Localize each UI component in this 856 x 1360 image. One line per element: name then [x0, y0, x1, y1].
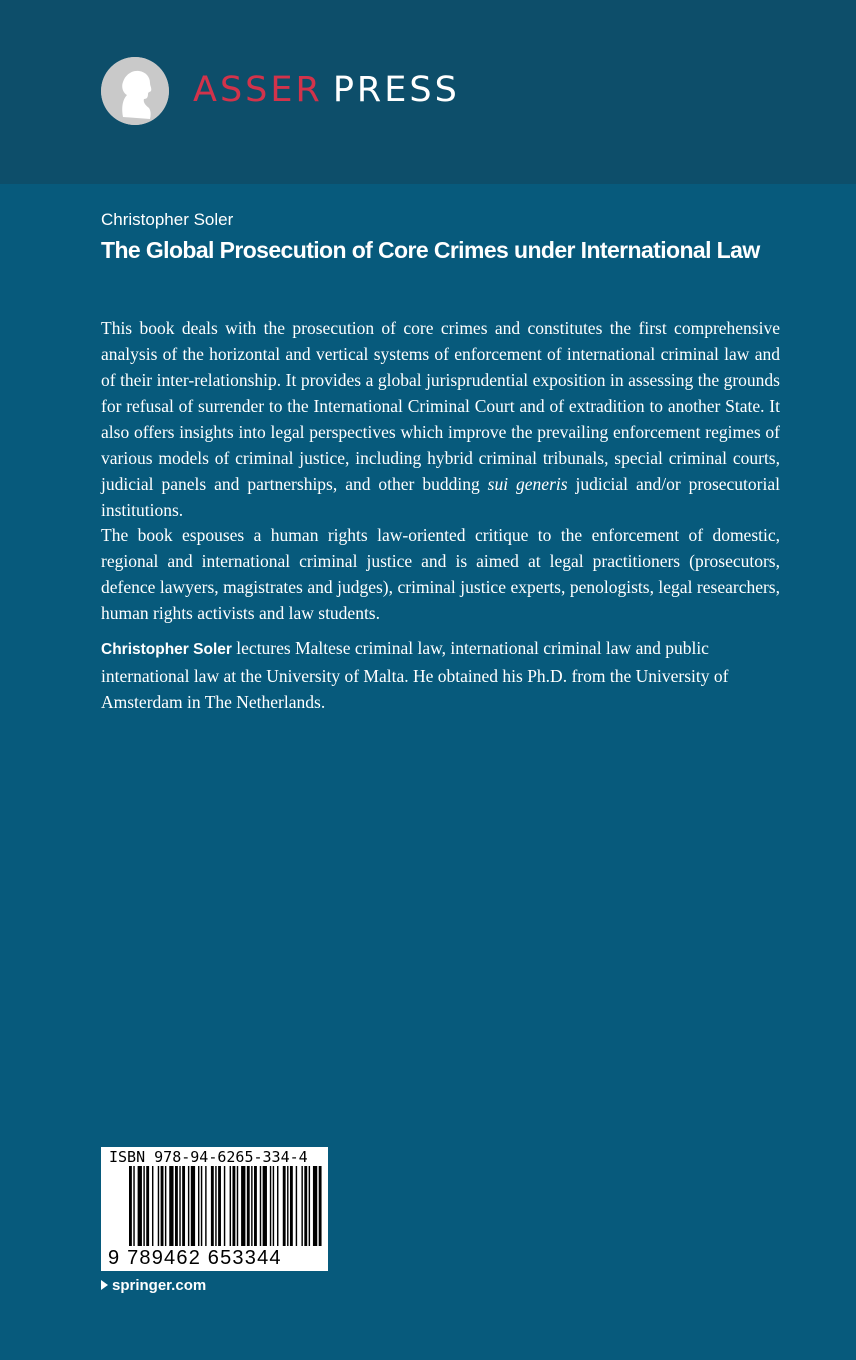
author-name: Christopher Soler: [101, 210, 234, 229]
barcode-bars: [129, 1166, 323, 1246]
publisher-logo: [193, 68, 460, 112]
publisher-name-press: PRESS: [332, 70, 460, 110]
description-paragraph-1: [101, 315, 780, 523]
description-text-start: This book deals with the prosecution of core crimes and constitutes the first comprehensive analysis of the horizontal and vertical systems of enforcement of international criminal law and of their inter-relationship. It provides a global jurisprudential exposition in assessing the grounds for refusal of surrender to the International Criminal Court and of extradition to another State. It also offers insights into legal perspectives which improve the prevailing enforcement regimes of various models of criminal justice, including hybrid criminal tribunals, special criminal courts, judicial panels and partnerships, and other budding: [101, 318, 780, 494]
bio-text: lectures Maltese criminal law, international criminal law and public international law at the University of Malta. He obtained his Ph.D. from the University of Amsterdam in The Netherlands.: [101, 638, 729, 712]
author-bio: [101, 635, 780, 715]
description-paragraph-2: The book espouses a human rights law-oriented critique to the enforcement of domestic, regional and international criminal justice and is aimed at legal practitioners (prosecutors, defence lawyers, magistrates and judges), criminal justice experts, penologists, legal researchers, human rights activists and law students.: [101, 525, 780, 623]
publisher-website-text: springer.com: [112, 1277, 207, 1294]
isbn-label: ISBN 978-94-6265-334-4: [109, 1148, 308, 1166]
triangle-right-icon: [101, 1280, 108, 1290]
publisher-website-link[interactable]: [101, 1276, 206, 1296]
isbn-barcode: [101, 1147, 328, 1271]
publisher-header: [0, 0, 856, 184]
profile-portrait-icon: [101, 57, 169, 125]
description-italic-term: sui generis: [487, 474, 568, 494]
barcode-digits: 9 789462 653344: [108, 1247, 282, 1269]
bio-author-name: Christopher Soler: [101, 641, 232, 658]
description-text-end: judicial and/or prosecutorial institutions.: [101, 474, 780, 520]
publisher-name-asser: ASSER: [193, 70, 323, 110]
book-title: The Global Prosecution of Core Crimes under International Law: [101, 237, 760, 263]
